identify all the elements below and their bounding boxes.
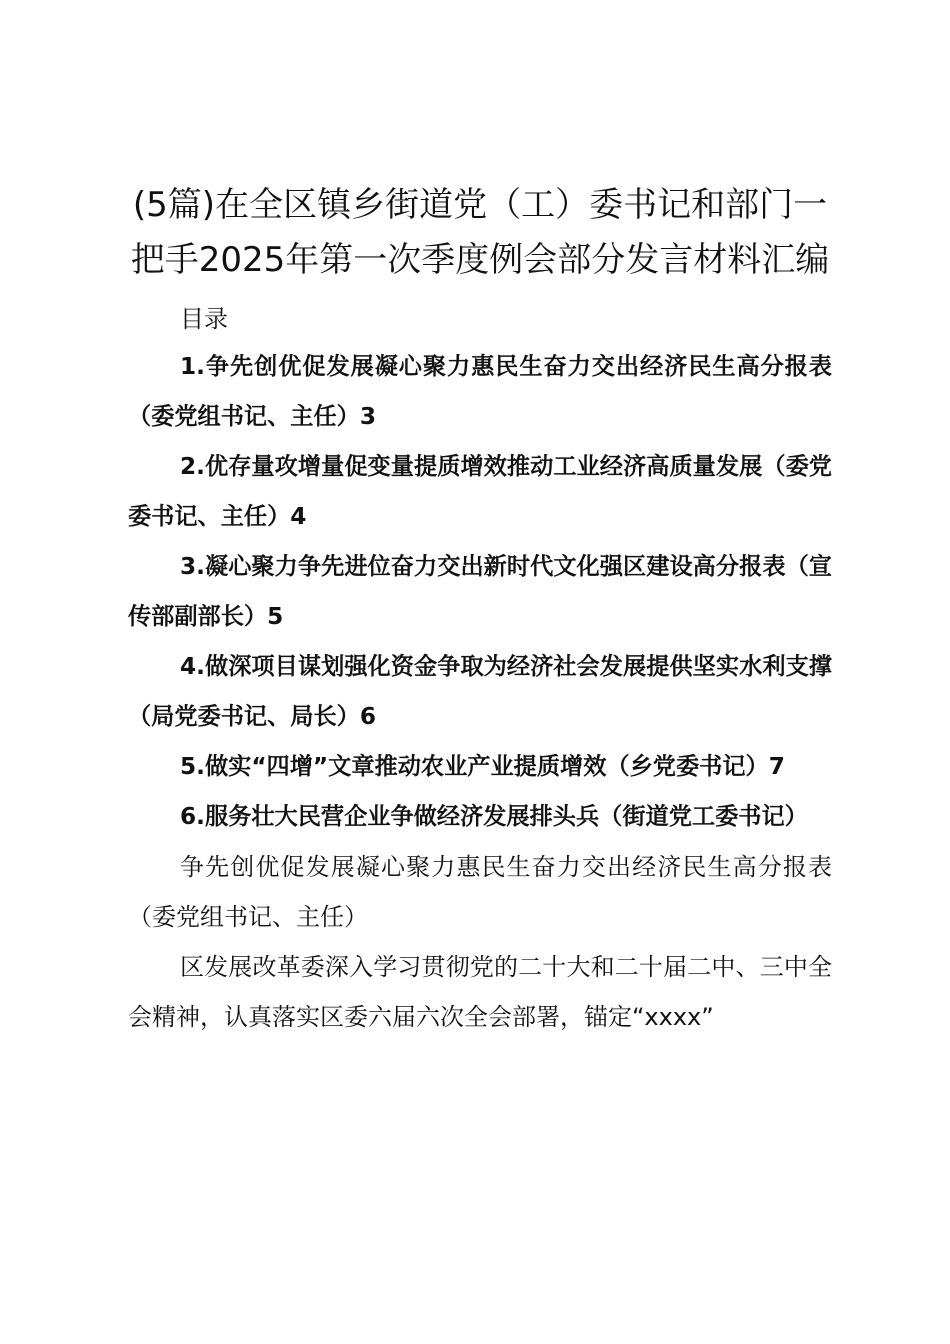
- document-title: (5篇)在全区镇乡街道党（工）委书记和部门一把手2025年第一次季度例会部分发言材料汇编: [130, 185, 830, 280]
- table-of-contents: [128, 342, 832, 842]
- section-title: 争先创优促发展凝心聚力惠民生奋力交出经济民生高分报表（委党组书记、主任）: [128, 853, 832, 931]
- toc-item-3[interactable]: 3.凝心聚力争先进位奋力交出新时代文化强区建设高分报表（宣传部副部长）5: [128, 553, 832, 630]
- toc-item-4[interactable]: 4.做深项目谋划强化资金争取为经济社会发展提供坚实水利支撑（局党委书记、局长）6: [128, 653, 832, 730]
- toc-heading: 目录: [180, 305, 228, 333]
- document-page: [128, 178, 832, 1042]
- toc-item-6[interactable]: 6.服务壮大民营企业争做经济发展排头兵（街道党工委书记）: [180, 803, 808, 830]
- toc-item-2[interactable]: 2.优存量攻增量促变量提质增效推动工业经济高质量发展（委党委书记、主任）4: [128, 453, 832, 530]
- toc-item-1[interactable]: 1.争先创优促发展凝心聚力惠民生奋力交出经济民生高分报表（委党组书记、主任）3: [128, 353, 832, 430]
- body-paragraph: 区发展改革委深入学习贯彻党的二十大和二十届二中、三中全会精神，认真落实区委六届六次全会部署，锚定“xxxx”: [128, 953, 832, 1031]
- toc-item-5[interactable]: 5.做实“四增”文章推动农业产业提质增效（乡党委书记）7: [180, 753, 785, 780]
